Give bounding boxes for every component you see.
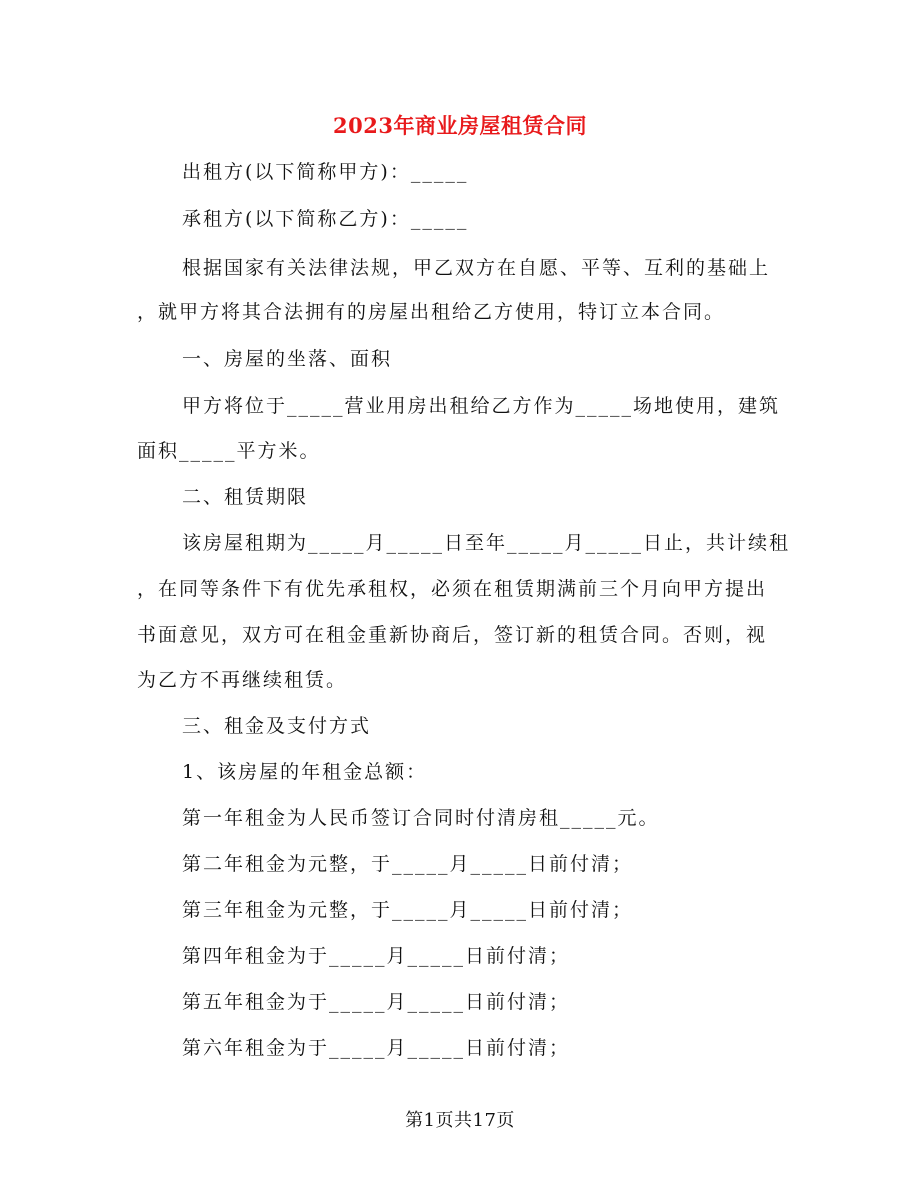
section-heading: 二、租赁期限 — [182, 486, 309, 508]
rent-year-line: 第六年租金为于_____月_____日前付清； — [182, 1037, 571, 1059]
paragraph-line: 面积_____平方米。 — [137, 440, 321, 462]
rent-year-line: 第三年租金为元整，于_____月_____日前付清； — [182, 899, 634, 921]
preamble-line: 根据国家有关法律法规，甲乙双方在自愿、平等、互利的基础上 — [182, 257, 771, 279]
paragraph-line: 为乙方不再继续租赁。 — [137, 669, 348, 691]
document-title: 2023年商业房屋租赁合同 — [333, 113, 587, 138]
clause-line: 1、该房屋的年租金总额： — [182, 761, 428, 783]
paragraph-line: 书面意见，双方可在租金重新协商后，签订新的租赁合同。否则，视 — [137, 624, 768, 646]
rent-year-line: 第一年租金为人民币签订合同时付清房租_____元。 — [182, 807, 660, 829]
rent-year-line: 第五年租金为于_____月_____日前付清； — [182, 991, 571, 1013]
section-heading: 一、房屋的坐落、面积 — [182, 348, 393, 370]
preamble-line: ，就甲方将其合法拥有的房屋出租给乙方使用，特订立本合同。 — [137, 301, 726, 323]
lessee-line: 承租方(以下简称乙方)：_____ — [182, 208, 469, 230]
section-heading: 三、租金及支付方式 — [182, 715, 372, 737]
lessor-line: 出租方(以下简称甲方)：_____ — [182, 161, 469, 183]
page-number: 第1页共17页 — [405, 1110, 515, 1131]
paragraph-line: 甲方将位于_____营业用房出租给乙方作为_____场地使用，建筑 — [182, 395, 781, 417]
rent-year-line: 第二年租金为元整，于_____月_____日前付清； — [182, 853, 634, 875]
paragraph-line: ，在同等条件下有优先承租权，必须在租赁期满前三个月向甲方提出 — [137, 578, 768, 600]
paragraph-line: 该房屋租期为_____月_____日至年_____月_____日止，共计续租 — [182, 532, 791, 554]
rent-year-line: 第四年租金为于_____月_____日前付清； — [182, 945, 571, 967]
